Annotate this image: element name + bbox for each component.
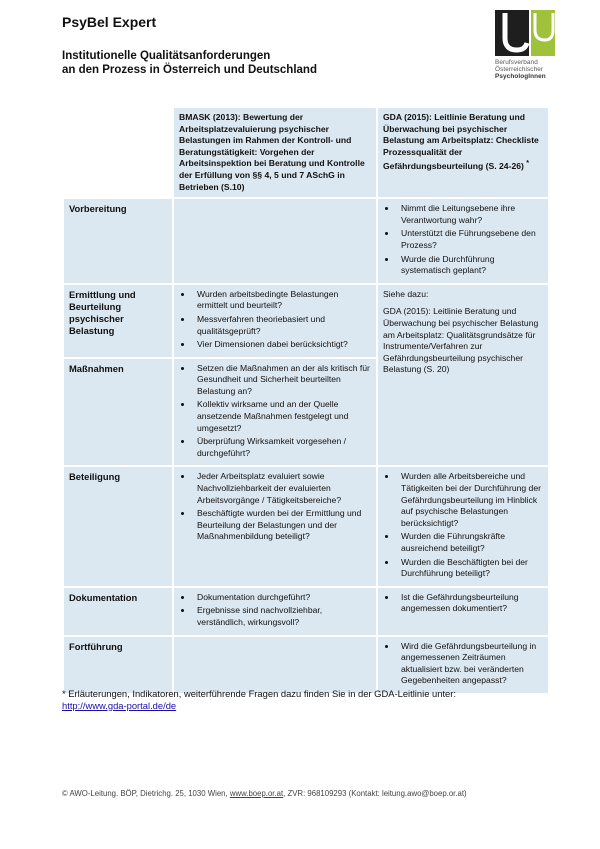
list-item: • Setzen die Maßnahmen an der als kritisch für Gesundheit und Sicherheit beurteilten Belastung an? (193, 363, 371, 398)
bullet-list (383, 203, 543, 277)
list-item: • Beschäftigte wurden bei der Ermittlung und Beurteilung der Belastungen und der Maßnahmenbildung beteiligt? (193, 508, 371, 543)
cell-bmask-vorbereitung (174, 199, 376, 283)
list-item: • Jeder Arbeitsplatz evaluiert sowie Nachvollziehbarkeit der evaluierten Arbeitsvorgänge / Tätigkeitsbereiche? (193, 471, 371, 506)
table-header-row (64, 108, 548, 197)
bullet-list (179, 471, 371, 543)
boep-logo (495, 10, 555, 81)
bullet-list (383, 592, 543, 615)
footnote-text: * Erläuterungen, Indikatoren, weiterführende Fragen dazu finden Sie in der GDA-Leitlinie unter: (62, 688, 456, 699)
cell-bmask-fortfuehrung (174, 637, 376, 693)
logo-text-line1: Berufsverband (495, 59, 538, 66)
page-footer (62, 789, 467, 798)
list-item: • Wurden die Beschäftigten bei der Durchführung beteiligt? (397, 557, 543, 580)
row-label-fortfuehrung: Fortführung (64, 637, 172, 693)
cell-gda-fortfuehrung (378, 637, 548, 693)
table-row (64, 637, 548, 693)
logo-text (495, 59, 555, 81)
brand-title: PsyBel Expert (62, 14, 157, 30)
boep-logo-icon (495, 10, 555, 56)
table-row (64, 199, 548, 283)
list-item: • Nimmt die Leitungsebene ihre Verantwortung wahr? (397, 203, 543, 226)
header-empty-cell (64, 108, 172, 197)
footnote (62, 688, 552, 711)
cell-gda-dokumentation (378, 588, 548, 635)
row-label-vorbereitung: Vorbereitung (64, 199, 172, 283)
list-item: • Wurde die Durchführung systematisch geplant? (397, 254, 543, 277)
bullet-list (179, 363, 371, 460)
cell-gda-vorbereitung (378, 199, 548, 283)
column-header-bmask (174, 108, 376, 197)
column-header-bmask-text: BMASK (2013): Bewertung der Arbeitsplatzevaluierung psychischer Belastungen im Rahmen der Kontroll- und Beratungstätigkeit: Vorgehen der Arbeitsinspektion bei Beratung und Kontrolle der Erfüllung von §§ 4, 5 und 7 ASchG in Betrieben (S.10) (179, 112, 365, 192)
cell-gda-beteiligung (378, 467, 548, 585)
bullet-list (383, 641, 543, 687)
page-title-line2: an den Prozess in Österreich und Deutschland (62, 64, 317, 76)
row-label-massnahmen: Maßnahmen (64, 359, 172, 466)
page-title (62, 49, 422, 77)
cell-bmask-dokumentation (174, 588, 376, 635)
list-item: • Dokumentation durchgeführt? (193, 592, 371, 604)
column-header-gda (378, 108, 548, 197)
list-item: • Ergebnisse sind nachvollziehbar, verständlich, wirkungsvoll? (193, 605, 371, 628)
footnote-marker: * (526, 159, 530, 168)
gda-portal-link[interactable]: http://www.gda-portal.de/de (62, 699, 177, 711)
footer-website-link[interactable]: www.boep.or.at (229, 789, 284, 798)
list-item: • Vier Dimensionen dabei berücksichtigt? (193, 339, 371, 351)
cell-bmask-ermittlung (174, 285, 376, 357)
list-item: • Messverfahren theoriebasiert und qualitätsgeprüft? (193, 314, 371, 337)
table-row (64, 285, 548, 357)
page-title-line1: Institutionelle Qualitätsanforderungen (62, 50, 271, 62)
row-label-ermittlung: Ermittlung und Beurteilung psychischer Belastung (64, 285, 172, 357)
list-item: • Unterstützt die Führungsebene den Prozess? (397, 228, 543, 251)
footer-suffix: , ZVR: 968109293 (Kontakt: leitung.awo@boep.or.at) (283, 789, 467, 798)
requirements-table (62, 106, 550, 695)
list-item: • Wurden alle Arbeitsbereiche und Tätigkeiten bei der Durchführung der Gefährdungsbeurteilung im Hinblick auf psychische Belastungen berücksichtigt? (397, 471, 543, 529)
list-item: • Überprüfung Wirksamkeit vorgesehen / durchgeführt? (193, 436, 371, 459)
bullet-list (383, 471, 543, 579)
footer-prefix: © AWO-Leitung. BÖP, Dietrichg. 25, 1030 Wien, (62, 789, 230, 798)
column-header-gda-text: GDA (2015): Leitlinie Beratung und Überwachung bei psychischer Belastung am Arbeitsplatz: Checkliste Prozessqualität der Gefährdungsbeurteilung (S. 24-26) (383, 112, 539, 172)
reference-text: GDA (2015): Leitlinie Beratung und Überwachung bei psychischer Belastung am Arbeitsplatz: Qualitätsgrundsätze für Instrumente/Verfahren zur Gefährdungsbeurteilung psychischer Belastung (S. 20) (383, 306, 539, 375)
row-label-beteiligung: Beteiligung (64, 467, 172, 585)
list-item: • Ist die Gefährdungsbeurteilung angemessen dokumentiert? (397, 592, 543, 615)
reference-intro: Siehe dazu: (383, 288, 429, 299)
list-item: • Wurden die Führungskräfte ausreichend beteiligt? (397, 531, 543, 554)
list-item: • Kollektiv wirksame und an der Quelle ansetzende Maßnahmen festgelegt und umgesetzt? (193, 399, 371, 434)
list-item: • Wurden arbeitsbedingte Belastungen ermittelt und beurteilt? (193, 289, 371, 312)
logo-text-line2: Österreichischer (495, 66, 544, 74)
logo-text-line3: PsychologInnen (495, 73, 546, 81)
table-row (64, 467, 548, 585)
bullet-list (179, 592, 371, 629)
table-row (64, 588, 548, 635)
list-item: • Wird die Gefährdungsbeurteilung in angemessenen Zeiträumen aktualisiert bzw. bei veränderten Gegebenheiten angepasst? (397, 641, 543, 687)
cell-bmask-massnahmen (174, 359, 376, 466)
row-label-dokumentation: Dokumentation (64, 588, 172, 635)
cell-bmask-beteiligung (174, 467, 376, 585)
cell-gda-merged-reference (378, 285, 548, 466)
bullet-list (179, 289, 371, 351)
